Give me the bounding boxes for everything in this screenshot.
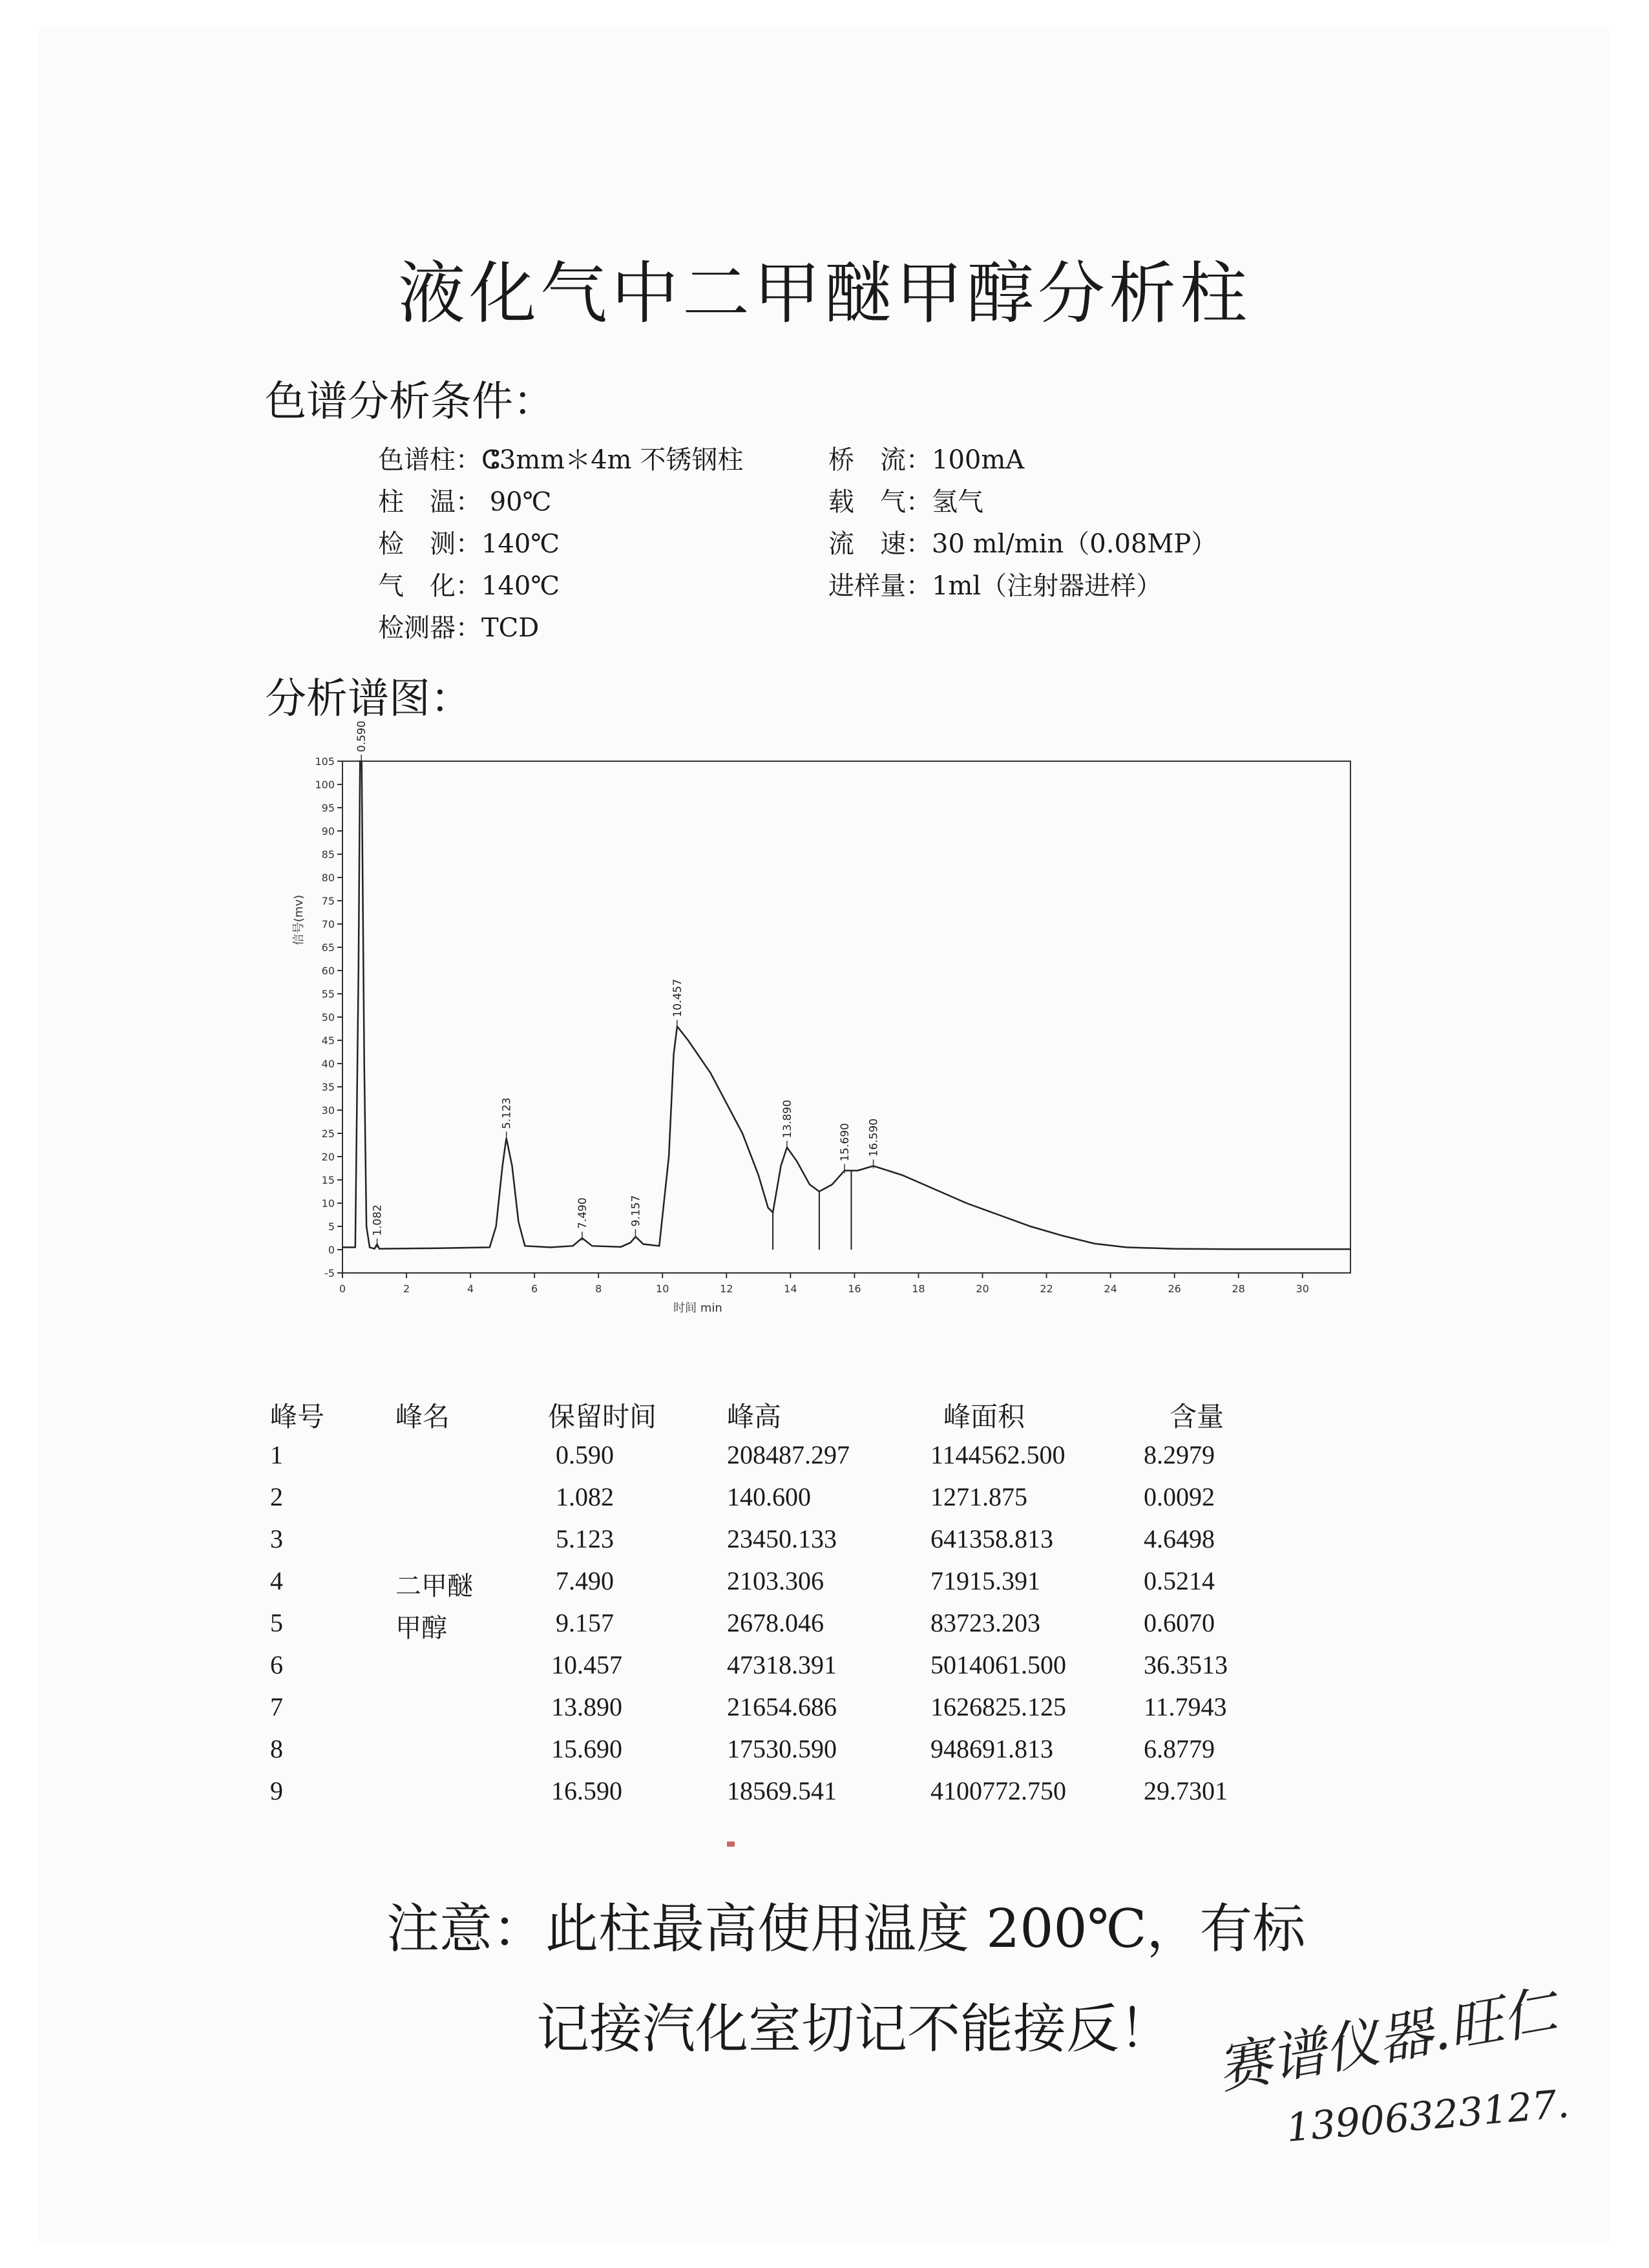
peak-label: 10.457 xyxy=(671,978,684,1018)
table-cell: 47318.391 xyxy=(727,1650,837,1679)
table-cell: 9 xyxy=(270,1776,283,1805)
table-cell: 29.7301 xyxy=(1144,1776,1228,1805)
y-tick-label: 85 xyxy=(321,848,335,861)
table-cell: 10.457 xyxy=(551,1650,622,1679)
y-tick-label: 5 xyxy=(328,1221,335,1233)
y-tick-label: 10 xyxy=(321,1197,335,1210)
table-cell: 1626825.125 xyxy=(930,1692,1066,1721)
table-cell: 2678.046 xyxy=(727,1608,824,1637)
table-cell: 948691.813 xyxy=(930,1734,1053,1763)
peak-label: 0.590 xyxy=(355,720,369,752)
x-tick-label: 0 xyxy=(339,1283,346,1295)
condition-vaporizer-temp: 气 化：140℃ xyxy=(378,571,560,601)
x-tick-label: 18 xyxy=(912,1283,925,1295)
y-tick-label: 25 xyxy=(321,1128,335,1140)
x-tick-label: 4 xyxy=(467,1283,474,1295)
handwritten-signature: 赛谱仪器.旺仁 xyxy=(1212,1979,1562,2101)
table-cell: 15.690 xyxy=(551,1734,622,1763)
table-cell: 1.082 xyxy=(556,1482,614,1511)
x-tick-label: 26 xyxy=(1168,1283,1181,1295)
x-tick-label: 14 xyxy=(784,1283,797,1295)
plot-frame xyxy=(342,761,1350,1273)
y-tick-label: 55 xyxy=(321,988,335,1000)
table-cell: 23450.133 xyxy=(727,1524,837,1553)
table-cell: 36.3513 xyxy=(1144,1650,1228,1679)
table-cell: 208487.297 xyxy=(727,1440,850,1469)
peak-label: 5.123 xyxy=(500,1097,514,1129)
table-cell: 13.890 xyxy=(551,1692,622,1721)
condition-carrier-gas: 载 气：氢气 xyxy=(828,487,983,517)
table-cell: 7.490 xyxy=(556,1566,614,1595)
table-cell: 6 xyxy=(270,1650,283,1679)
y-tick-label: 105 xyxy=(315,755,335,768)
x-tick-label: 16 xyxy=(848,1283,861,1295)
y-tick-label: 90 xyxy=(321,825,335,837)
y-tick-label: 60 xyxy=(321,965,335,977)
y-tick-label: 65 xyxy=(321,941,335,954)
table-header-cell: 峰号 xyxy=(270,1401,325,1433)
chromatogram-trace xyxy=(342,761,1350,1249)
table-cell: 4.6498 xyxy=(1144,1524,1215,1553)
y-tick-label: 45 xyxy=(321,1034,335,1047)
note-line-1: 注意：此柱最高使用温度 200℃，有标 xyxy=(386,1898,1306,1960)
y-tick-label: 70 xyxy=(321,918,335,930)
table-cell: 5014061.500 xyxy=(930,1650,1066,1679)
document-title: 液化气中二甲醚甲醇分析柱 xyxy=(397,254,1251,333)
table-cell: 甲醇 xyxy=(395,1613,447,1643)
peak-label: 1.082 xyxy=(371,1204,384,1236)
ink-speck xyxy=(727,1842,735,1847)
y-tick-label: 0 xyxy=(328,1244,335,1256)
table-cell: 8 xyxy=(270,1734,283,1763)
table-cell: 7 xyxy=(270,1692,283,1721)
x-tick-label: 20 xyxy=(976,1283,989,1295)
y-tick-label: 35 xyxy=(321,1081,335,1093)
conditions-heading: 色谱分析条件： xyxy=(265,378,554,426)
handwritten-phone: 13906323127. xyxy=(1284,2081,1571,2151)
x-tick-label: 10 xyxy=(656,1283,669,1295)
table-cell: 71915.391 xyxy=(930,1566,1040,1595)
table-cell: 6.8779 xyxy=(1144,1734,1215,1763)
table-cell: 16.590 xyxy=(551,1776,622,1805)
table-cell: 140.600 xyxy=(727,1482,811,1511)
y-tick-label: 100 xyxy=(315,779,335,791)
condition-detector-temp: 检 测：140℃ xyxy=(378,529,560,559)
table-cell: 0.590 xyxy=(556,1440,614,1469)
x-tick-label: 12 xyxy=(720,1283,733,1295)
condition-flow-rate: 流 速：30 ml/min（0.08MP） xyxy=(828,529,1217,559)
x-tick-label: 22 xyxy=(1040,1283,1053,1295)
y-tick-label: -5 xyxy=(324,1267,335,1279)
table-header-cell: 峰面积 xyxy=(943,1401,1025,1433)
x-tick-label: 30 xyxy=(1296,1283,1309,1295)
condition-column: 色谱柱：ⵛ3mm＊4m 不锈钢柱 xyxy=(378,445,744,475)
table-cell: 0.6070 xyxy=(1144,1608,1215,1637)
x-tick-label: 2 xyxy=(403,1283,410,1295)
table-cell: 641358.813 xyxy=(930,1524,1053,1553)
table-cell: 18569.541 xyxy=(727,1776,837,1805)
table-cell: 2103.306 xyxy=(727,1566,824,1595)
peak-label: 9.157 xyxy=(629,1195,643,1227)
y-tick-label: 95 xyxy=(321,802,335,814)
table-cell: 3 xyxy=(270,1524,283,1553)
chart-heading: 分析谱图： xyxy=(265,675,472,723)
y-tick-label: 15 xyxy=(321,1174,335,1186)
table-cell: 17530.590 xyxy=(727,1734,837,1763)
note-line-2: 记接汽化室切记不能接反！ xyxy=(536,1999,1173,2060)
condition-column-temp: 柱 温： 90℃ xyxy=(378,487,552,517)
peak-label: 13.890 xyxy=(781,1100,794,1139)
table-header-cell: 保留时间 xyxy=(548,1401,657,1433)
x-tick-label: 6 xyxy=(531,1283,538,1295)
y-tick-label: 30 xyxy=(321,1104,335,1117)
table-cell: 1271.875 xyxy=(930,1482,1027,1511)
x-axis-label: 时间 min xyxy=(673,1301,722,1315)
table-cell: 4 xyxy=(270,1566,283,1595)
peak-label: 15.690 xyxy=(839,1123,852,1162)
table-cell: 1 xyxy=(270,1440,283,1469)
condition-bridge-current: 桥 流：100mA xyxy=(828,445,1025,475)
y-axis-label: 信号(mv) xyxy=(292,894,306,946)
table-cell: 0.5214 xyxy=(1144,1566,1215,1595)
x-tick-label: 8 xyxy=(595,1283,602,1295)
x-tick-label: 28 xyxy=(1232,1283,1245,1295)
condition-injection-volume: 进样量：1ml（注射器进样） xyxy=(828,571,1162,601)
table-cell: 11.7943 xyxy=(1144,1692,1227,1721)
table-header-cell: 峰名 xyxy=(395,1401,450,1433)
y-tick-label: 40 xyxy=(321,1058,335,1070)
table-cell: 9.157 xyxy=(556,1608,614,1637)
y-tick-label: 20 xyxy=(321,1151,335,1163)
table-cell: 5.123 xyxy=(556,1524,614,1553)
table-cell: 21654.686 xyxy=(727,1692,837,1721)
table-header-cell: 峰高 xyxy=(727,1401,782,1433)
y-tick-label: 50 xyxy=(321,1011,335,1024)
table-cell: 0.0092 xyxy=(1144,1482,1215,1511)
table-cell: 1144562.500 xyxy=(930,1440,1066,1469)
peak-label: 16.590 xyxy=(867,1118,881,1157)
table-cell: 5 xyxy=(270,1608,283,1637)
y-tick-label: 75 xyxy=(321,895,335,907)
table-cell: 二甲醚 xyxy=(395,1571,473,1601)
table-cell: 2 xyxy=(270,1482,283,1511)
table-cell: 83723.203 xyxy=(930,1608,1040,1637)
table-header-cell: 含量 xyxy=(1170,1401,1224,1433)
x-tick-label: 24 xyxy=(1104,1283,1117,1295)
table-cell: 8.2979 xyxy=(1144,1440,1215,1469)
peak-label: 7.490 xyxy=(576,1197,589,1229)
condition-detector: 检测器：TCD xyxy=(378,613,540,643)
table-cell: 4100772.750 xyxy=(930,1776,1066,1805)
y-tick-label: 80 xyxy=(321,872,335,884)
